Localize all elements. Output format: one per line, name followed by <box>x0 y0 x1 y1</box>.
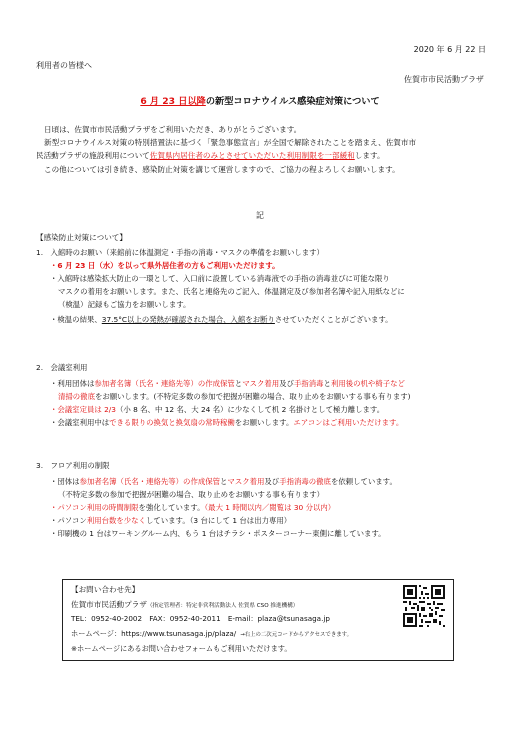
s2b1-and-1: と <box>234 379 243 388</box>
section-1-red-bullet: ・6 月 23 日（水）を以って県外居住者の方もご利用いただけます。 <box>50 261 280 270</box>
intro-line-4: この他については引き続き、感染防止対策を講じて運営しますので、ご協力の程よろしくお願いします。 <box>44 164 400 174</box>
section-floor-use <box>36 459 496 540</box>
s2b3-ventilation: できる限りの換気と換気扇の常時稼働 <box>109 418 235 427</box>
section-3-bullet-1-line-2: （不特定多数の参加で把握が困難の場合、取り止めをお願いする事も有ります） <box>58 490 325 499</box>
contact-org-sub: （指定管理者：特定非営利活動法人 佐賀県 CSO 推進機構） <box>146 603 299 609</box>
document-date: 2020 年 6 月 22 日 <box>413 45 486 54</box>
s2b1-disinfect: 手指消毒 <box>293 379 324 388</box>
s2b1-start: ・利用団体は <box>50 379 95 388</box>
contact-org <box>71 599 298 610</box>
section-1-bullet-1-line-1: ・入館時は感染拡大防止の一環として、入口前に設置している消毒液での手指の消毒並びに可能な限り <box>50 274 390 283</box>
s2b1-mask: マスク着用 <box>242 379 280 388</box>
section-2-bullet-3 <box>36 416 496 429</box>
homepage-note: →右上の二次元コードからアクセスできます。 <box>240 632 352 638</box>
section-1-heading: 1. 入館時のお願い（来館前に体温測定・手指の消毒・マスクの準備をお願いします） <box>36 248 324 257</box>
s3b1-mask: マスク着用 <box>227 477 265 486</box>
s2b3-aircon: エアコンはご利用いただけます。 <box>293 418 404 427</box>
s2b1-line2-rest: をお願いします。(不特定多数の参加で把握が困難の場合、取り止めをお願いする事も有ります) <box>94 392 411 401</box>
s3b2-time-limit: （最大 1 時間以内／閲覧は 30 分以内） <box>204 503 336 512</box>
s3b1-disinfect: 手指消毒の徹底 <box>279 477 331 486</box>
fever-threshold-note: 37.5°C以上の発熱が確認された場合、入館をお断り <box>101 315 275 324</box>
measures-heading: 【感染防止対策について】 <box>36 233 127 242</box>
contact-form-note: ※ホームページにあるお問い合わせフォームもご利用いただけます。 <box>71 644 292 653</box>
section-3-bullet-3 <box>36 514 496 527</box>
document-title <box>0 93 520 107</box>
s2b3-mid: をお願いします。 <box>234 418 294 427</box>
contact-homepage <box>71 629 352 639</box>
homepage-link[interactable]: ホームページ：https://www.tsunasaga.jp/plaza/ <box>71 629 237 638</box>
intro-line-2: 新型コロナウイルス対策の特別措置法に基づく「緊急事態宣言」が全国で解除されたことを踏まえ、佐賀市市 <box>44 138 417 148</box>
s2b1-and-3: と <box>323 379 331 388</box>
ki-marker: 記 <box>256 211 264 220</box>
s2b1-roster: 参加者名簿（氏名・連絡先等）の作成保管 <box>94 379 235 388</box>
section-2-heading: 2. 会議室利用 <box>36 363 88 372</box>
contact-org-name: 佐賀市市民活動プラザ <box>71 600 147 609</box>
section-1-bullet-1-line-3: （検温）記録もご協力をお願いします。 <box>58 300 191 309</box>
s3b3-end: しています。（3 台にして 1 台は出力専用） <box>145 516 292 525</box>
recipients-line: 利用者の皆様へ <box>36 61 92 70</box>
s2b2-capacity: ・会議室定員は 2/3 <box>50 405 116 414</box>
section-3-bullet-2 <box>36 501 496 514</box>
contact-phone-fax-email[interactable]: TEL：0952-40-2002 FAX：0952-40-2011 E-mail：plaza@tsunasaga.jp <box>71 614 330 623</box>
section-1-bullet-1-line-2: マスクの着用をお願いします。また、氏名と連絡先のご記入、体温測定及び参加者名簿や記入用紙などに <box>58 287 405 296</box>
s2b1-furniture: 利用後の机や椅子など <box>330 379 405 388</box>
s2b3-start: ・会議室利用中は <box>50 418 110 427</box>
s3b1-start: ・団体は <box>50 477 80 486</box>
s3b1-and-1: と <box>220 477 228 486</box>
section-1-bullet-2 <box>36 313 496 326</box>
title-rest: の新型コロナウイルス感染症対策について <box>205 96 380 107</box>
s3b2-mid: を強化しています。 <box>138 503 205 512</box>
intro-line-3-start: 民活動プラザの施設利用について <box>36 151 150 161</box>
section-2-bullet-1-line-1 <box>36 377 496 390</box>
section-meeting-room <box>36 361 496 429</box>
intro-line-1: 日頃は、佐賀市市民活動プラザをご利用いただき、ありがとうございます。 <box>44 125 302 134</box>
section-3-heading: 3. フロア利用の制限 <box>36 461 110 470</box>
section-2-bullet-1-line-2 <box>36 390 496 403</box>
section-2-bullet-2 <box>36 403 496 416</box>
s3b3-fewer-pcs: 利用台数を少なく <box>86 516 146 525</box>
s3b2-pc-limit: ・パソコン利用の時間制限 <box>50 503 139 512</box>
intro-relaxation-highlight: 佐賀県内居住者のみとさせていただいた利用制限を一部緩和 <box>149 151 355 161</box>
title-date-highlight: 6 月 23 日以降 <box>140 96 206 107</box>
s2b1-cleaning: 清掃の徹底 <box>58 392 95 401</box>
intro-paragraph <box>36 123 486 176</box>
s2b1-and-2: 及び <box>279 379 294 388</box>
s3b1-and-2: 及び <box>264 477 280 486</box>
s3b1-end: を依頼しています。 <box>330 477 397 486</box>
issuer-org: 佐賀市市民活動プラザ <box>404 75 484 84</box>
intro-line-3 <box>36 149 486 162</box>
contact-heading: 【お問い合わせ先】 <box>71 585 140 594</box>
contact-box <box>62 579 454 661</box>
intro-line-3-end: します。 <box>354 151 385 161</box>
qr-code-icon[interactable] <box>403 585 445 627</box>
section-3-bullet-1-line-1 <box>36 475 496 488</box>
section-entry <box>36 246 496 326</box>
section-3-bullet-4: ・印刷機の 1 台はワーキングルーム内、もう 1 台はチラシ・ポスターコーナー東側に離しています。 <box>50 529 386 538</box>
s3b3-start: ・パソコン <box>50 516 87 525</box>
section-1-bullet-2-end: させていただくことがございます。 <box>274 315 393 324</box>
section-1-bullet-2-start: ・検温の結果、 <box>50 315 102 324</box>
s2b2-rest: （小 8 名、中 12 名、大 24 名）に少なくして机 2 名掛けとして極力離します。 <box>115 405 385 414</box>
s3b1-roster: 参加者名簿（氏名・連絡先等）の作成保管 <box>79 477 221 486</box>
